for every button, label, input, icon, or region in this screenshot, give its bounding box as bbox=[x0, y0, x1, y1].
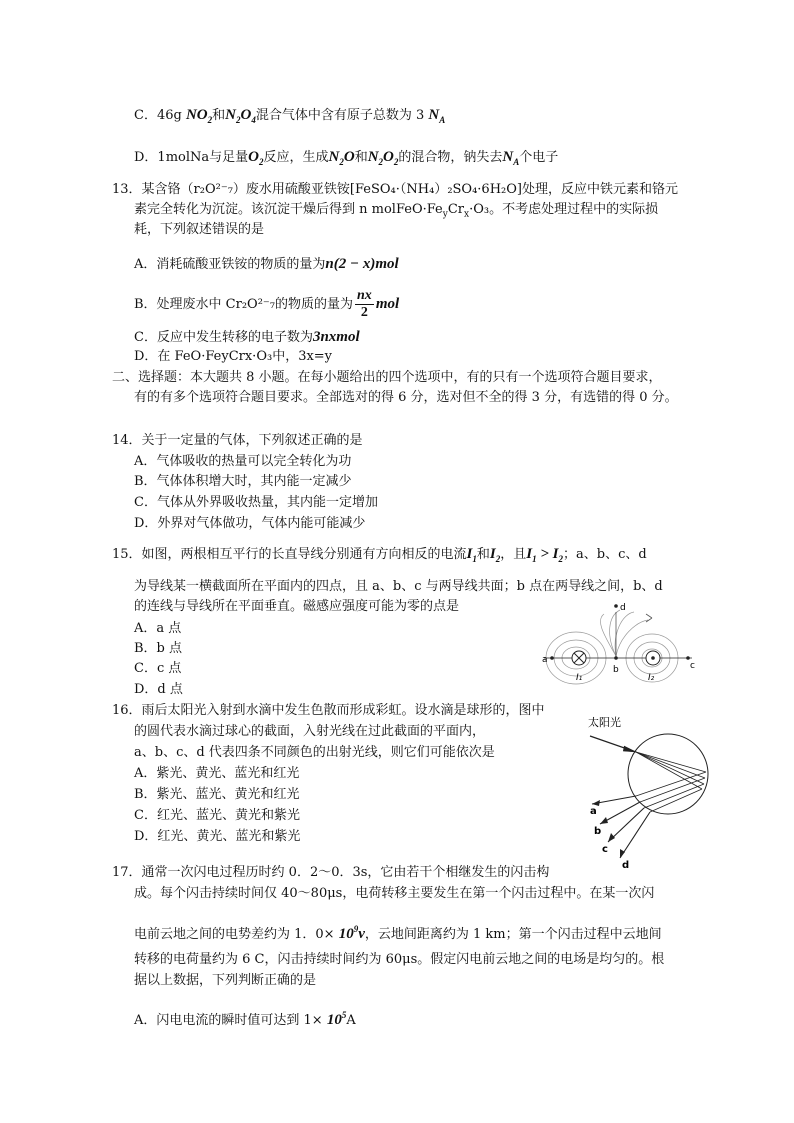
formula-n2o4: $N_2O_4$ bbox=[225, 107, 256, 125]
q12-d-text-3: 和 bbox=[354, 150, 368, 165]
q17-option-a: A．闪电电流的瞬时值可达到 $1\times 10^5A$ bbox=[134, 1010, 356, 1028]
q12-c-text-1: C．46g bbox=[134, 108, 186, 123]
formula-na: $N_A$ bbox=[428, 107, 446, 125]
formula-10e9: $10^9v$ bbox=[338, 924, 365, 942]
ray-label-d: d bbox=[622, 860, 630, 871]
point-d-dot bbox=[614, 604, 618, 608]
point-b-dot bbox=[614, 656, 618, 660]
sunlight-label: 太阳光 bbox=[588, 716, 621, 729]
q12-c-text-3: 混合气体中含有原子总数为 3 bbox=[255, 108, 429, 123]
formula-n2o: $N_2O$ bbox=[328, 149, 355, 167]
q15-stem-1: 15．如图，两根相互平行的长直导线分别通有方向相反的电流$I_1$和$I_2$，且$I_1 > I_2$；a、b、c、d bbox=[112, 546, 647, 564]
label-b: b bbox=[613, 665, 619, 675]
q13-a-formula: n(2 − x)mol bbox=[325, 256, 399, 272]
q15-option-d: D．d 点 bbox=[134, 682, 183, 697]
formula-i1: $I_1$ bbox=[466, 546, 477, 564]
q15-stem-2: 为导线某一横截面所在平面内的四点，且 a、b、c 与两导线共面；b 点在两导线之间，b、d bbox=[134, 579, 663, 594]
q14-option-d: D．外界对气体做功，气体内能可能减少 bbox=[134, 516, 366, 531]
q13-option-b: B．处理废水中 Cr₂O²⁻₇的物质的量为 $\frac{nx}{2}$ mol bbox=[134, 288, 400, 320]
q17-stem-2: 成。每个闪击持续时间仅 40～80μs，电荷转移主要发生在第一个闪击过程中。在某一次闪 bbox=[134, 886, 655, 901]
current-out-of-page-icon bbox=[646, 651, 660, 665]
q12-d-text-1: D．1molNa与足量 bbox=[134, 150, 249, 165]
q15-option-a: A．a 点 bbox=[134, 621, 182, 636]
q17-stem-1: 17．通常一次闪电过程历时约 0．2～0．3s，它由若干个相继发生的闪击构 bbox=[112, 865, 550, 880]
q13-c-formula: 3nxmol bbox=[312, 329, 360, 345]
q13-stem-1: 13．某含铬（r₂O²⁻₇）废水用硫酸亚铁铵[FeSO₄·（NH₄）₂SO₄·6H₂O]处理，反应中铁元素和铬元 bbox=[112, 182, 678, 197]
q15-magnetic-field-figure bbox=[536, 596, 704, 692]
formula-10e5: $10^5$ bbox=[326, 1010, 347, 1028]
field-arrow-icon bbox=[646, 614, 652, 622]
formula-no2: $NO_2$ bbox=[185, 107, 213, 125]
section2-line-2: 有的有多个选项符合题目要求。全部选对的得 6 分，选对但不全的得 3 分，有选错的得 0 分。 bbox=[134, 390, 678, 405]
q13-b-mol: mol bbox=[375, 296, 400, 312]
q16-stem-3: a、b、c、d 代表四条不同颜色的出射光线，则它们可能依次是 bbox=[134, 745, 495, 760]
formula-i1-gt-i2: $I_1 > I_2$ bbox=[526, 546, 563, 564]
q12-d-text-5: 个电子 bbox=[519, 150, 559, 165]
q14-option-b: B．气体体积增大时，其内能一定减少 bbox=[134, 474, 352, 489]
q13-option-d: D．在 FeO·FeyCrx·O₃中，3x=y bbox=[134, 349, 333, 364]
q17-stem-3: 电前云地之间的电势差约为 1．$0\times 10^9v$，云地间距离约为 1 km；第一个闪击过程中云地间 bbox=[134, 924, 662, 942]
q15-option-c: C．c 点 bbox=[134, 661, 182, 676]
q14-stem: 14．关于一定量的气体，下列叙述正确的是 bbox=[112, 433, 363, 448]
ray-label-a: a bbox=[590, 806, 597, 817]
ray-label-c: c bbox=[602, 844, 608, 855]
q15-option-b: B．b 点 bbox=[134, 641, 183, 656]
point-a-dot bbox=[550, 656, 554, 660]
q13-stem-3: 耗，下列叙述错误的是 bbox=[134, 222, 265, 237]
q12-d-text-2: 反应，生成 bbox=[263, 150, 329, 165]
label-c: c bbox=[690, 661, 695, 671]
q16-stem-2: 的圆代表水滴过球心的截面，入射光线在过此截面的平面内， bbox=[134, 724, 486, 739]
q13-option-a: A．消耗硫酸亚铁铵的物质的量为n(2 − x)mol bbox=[134, 256, 399, 272]
q16-stem-1: 16．雨后太阳光入射到水滴中发生色散而形成彩虹。设水滴是球形的，图中 bbox=[112, 703, 545, 718]
incident-arrow-icon bbox=[623, 746, 636, 752]
q12-option-d bbox=[134, 148, 558, 171]
q15-stem-3: 的连线与导线所在平面垂直。磁感应强度可能为零的点是 bbox=[134, 599, 460, 614]
formula-o2: $O_2$ bbox=[248, 149, 264, 167]
q14-option-c: C．气体从外界吸收热量，其内能一定增加 bbox=[134, 495, 378, 510]
q16-raindrop-figure bbox=[580, 712, 710, 872]
q13-b-fraction: $\frac{nx}{2}$ bbox=[357, 288, 372, 320]
q12-c-text-2: 和 bbox=[212, 108, 226, 123]
q16-option-d: D．红光、黄光、蓝光和紫光 bbox=[134, 829, 301, 844]
q17-stem-4: 转移的电荷量约为 6 C，闪击持续时间约为 60μs。假定闪电前云地之间的电场是均匀的。根 bbox=[134, 952, 665, 967]
label-i1: I₁ bbox=[576, 673, 583, 683]
q17-stem-5: 据以上数据，下列判断正确的是 bbox=[134, 973, 317, 988]
q12-option-c bbox=[134, 106, 445, 129]
q16-option-c: C．红光、蓝光、黄光和紫光 bbox=[134, 808, 300, 823]
formula-n2o2: $N_2O_2$ bbox=[367, 149, 399, 167]
label-d: d bbox=[620, 603, 626, 613]
q16-option-b: B．紫光、蓝光、黄光和红光 bbox=[134, 787, 300, 802]
section2-line-1: 二、选择题：本大题共 8 小题。在每小题给出的四个选项中，有的只有一个选项符合题目要求， bbox=[112, 370, 662, 385]
formula-i2: $I_2$ bbox=[489, 546, 501, 564]
label-a: a bbox=[542, 655, 548, 665]
q16-option-a: A．紫光、黄光、蓝光和红光 bbox=[134, 766, 300, 781]
q12-d-text-4: 的混合物，钠失去 bbox=[398, 150, 503, 165]
formula-na-2: $N_A$ bbox=[502, 149, 520, 167]
label-i2: I₂ bbox=[648, 673, 655, 683]
q13-stem-2: 素完全转化为沉淀。该沉淀干燥后得到 n $molFeO\cdot Fe_yCr_x\cdot O_3$。不考虑处理过程中的实际损 bbox=[134, 202, 659, 220]
q13-option-c: C．反应中发生转移的电子数为3nxmol bbox=[134, 329, 360, 345]
current-into-page-icon bbox=[572, 651, 586, 665]
point-c-dot bbox=[686, 656, 690, 660]
ray-label-b: b bbox=[594, 826, 602, 837]
q14-option-a: A．气体吸收的热量可以完全转化为功 bbox=[134, 454, 352, 469]
